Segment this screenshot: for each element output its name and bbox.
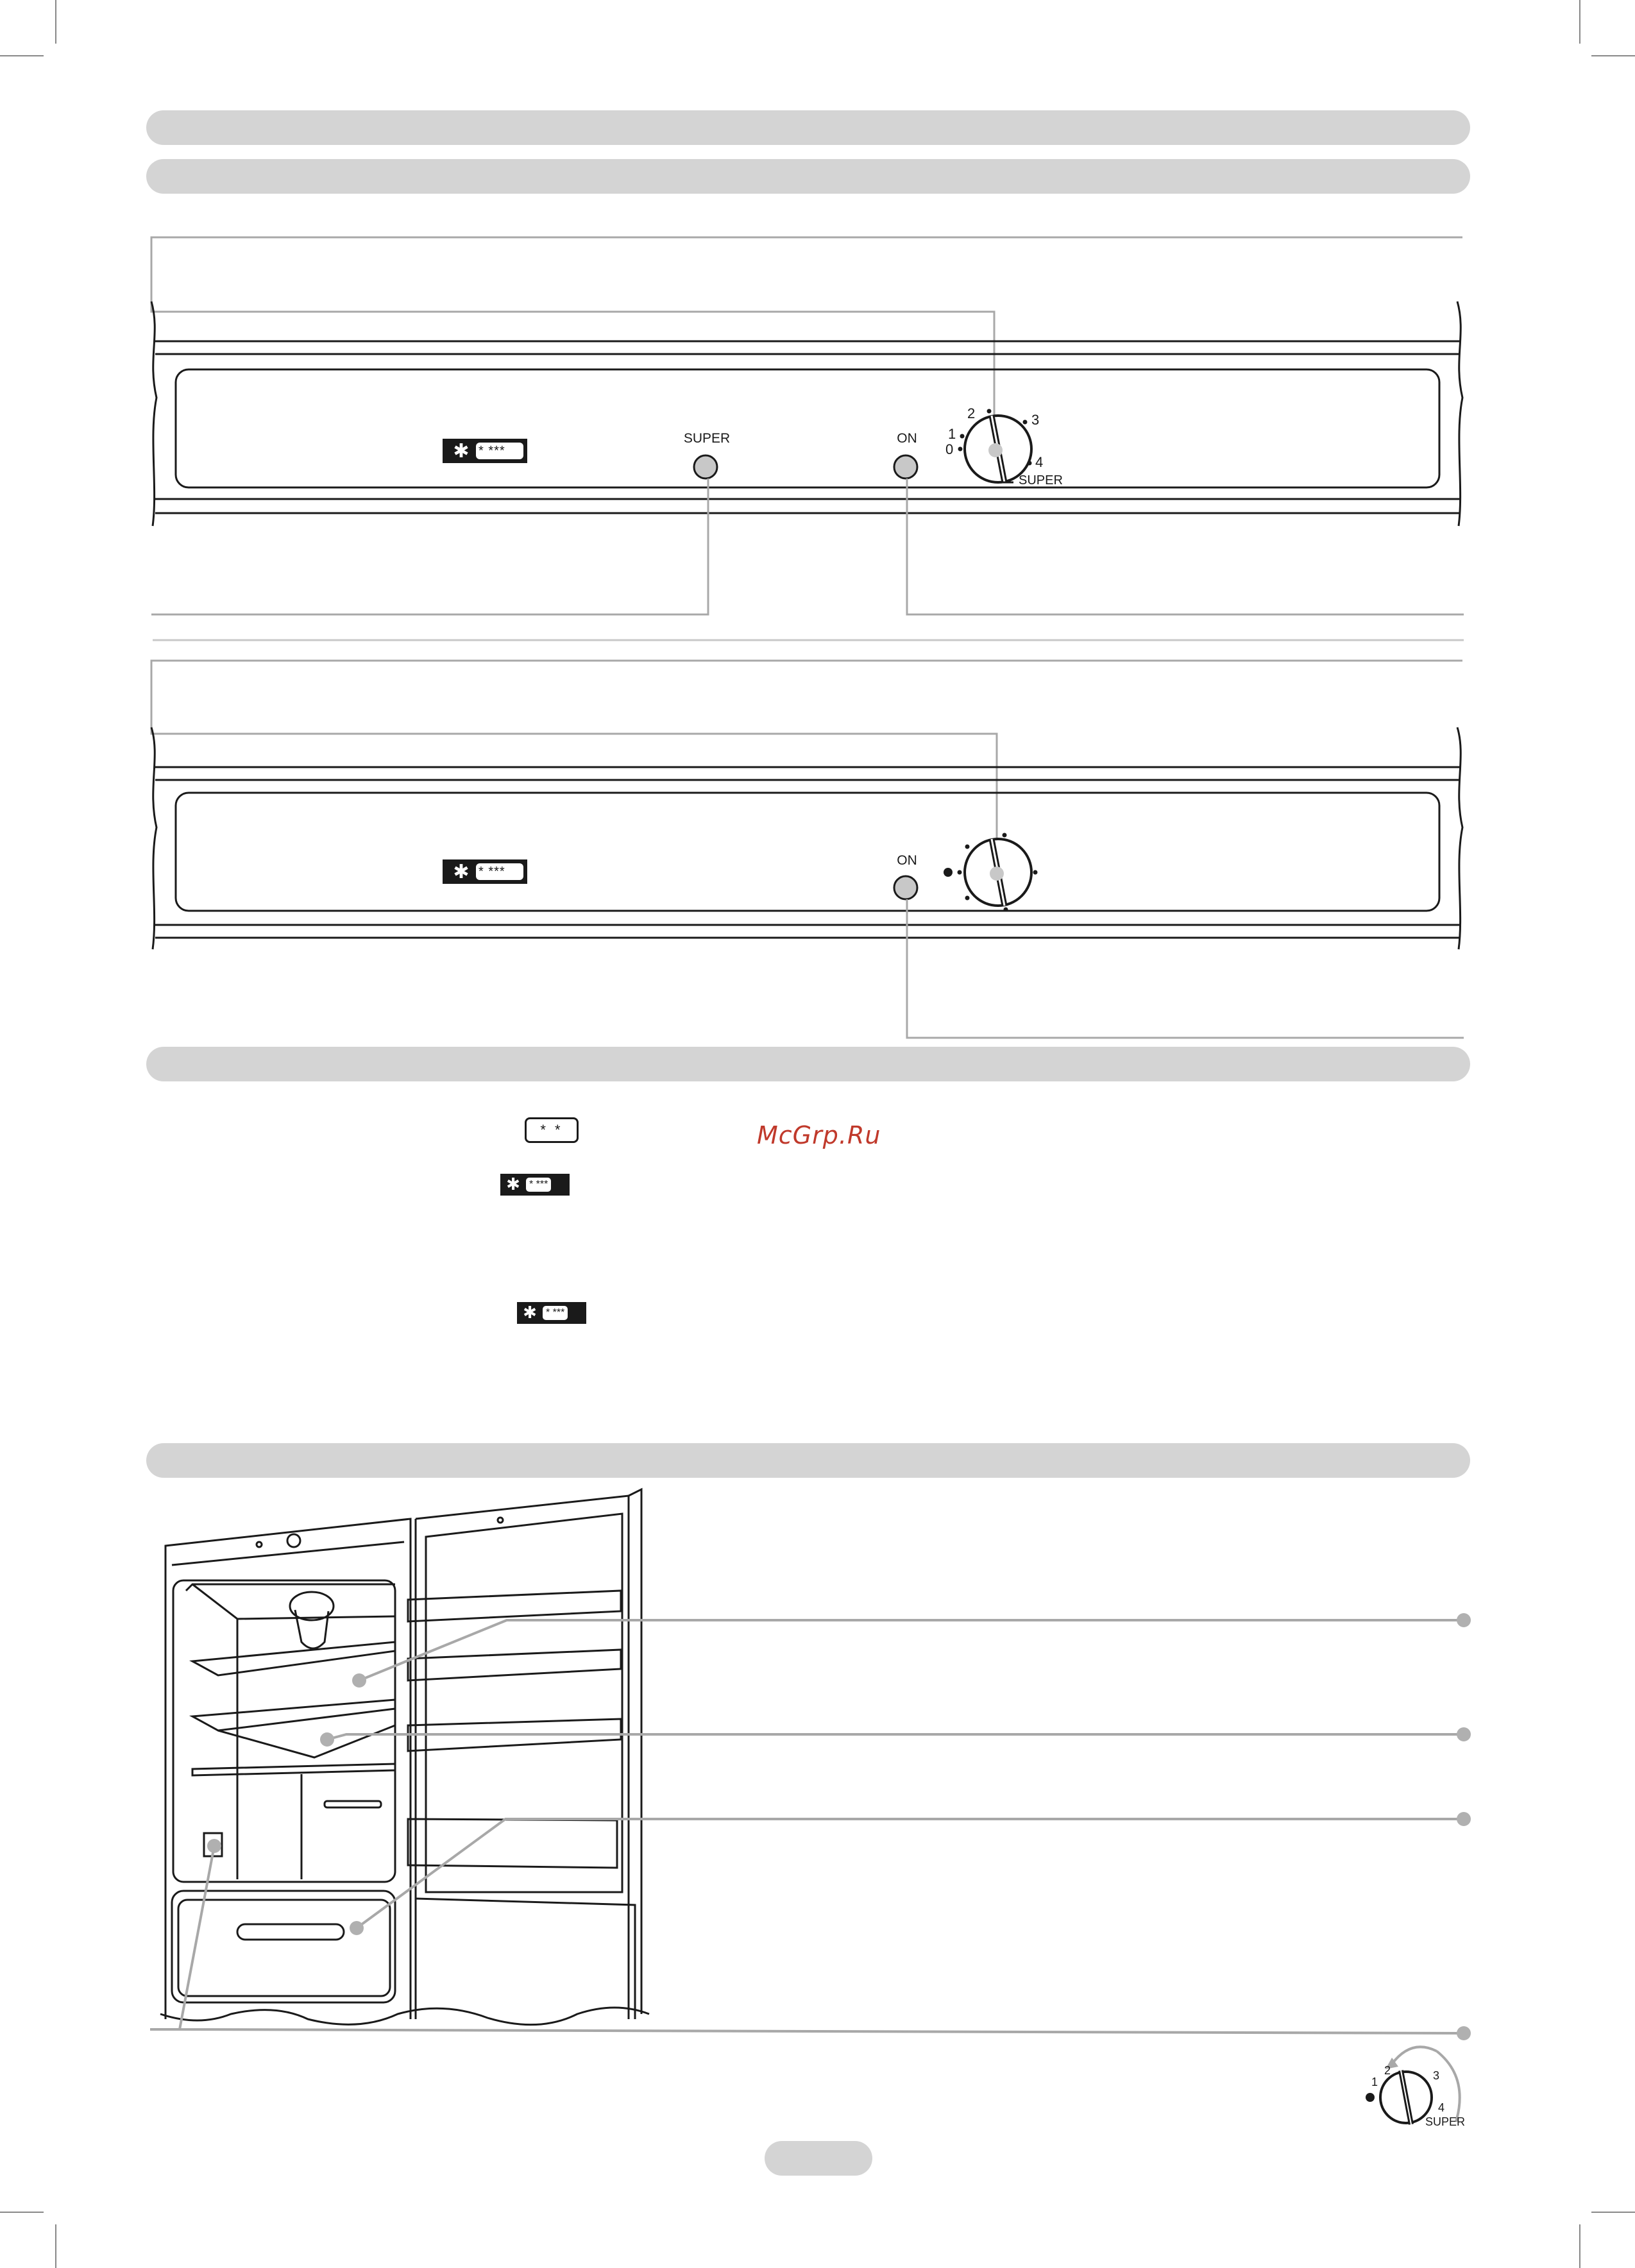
two-star-symbol — [525, 1117, 579, 1143]
two-star-text: * * — [540, 1122, 563, 1138]
small-dial-super-label: SUPER — [1425, 2115, 1466, 2128]
section-bar-2 — [146, 159, 1470, 194]
star-rating-text: * *** — [479, 443, 505, 458]
crop-mark — [0, 2212, 44, 2213]
small-dial-mark-2: 2 — [1384, 2064, 1391, 2077]
super-button[interactable] — [694, 455, 717, 478]
dial-mark-1: 1 — [948, 426, 956, 442]
small-dial-mark-1: 1 — [1371, 2076, 1378, 2088]
section-bar-1 — [146, 110, 1470, 145]
small-dial-mark-3: 3 — [1433, 2069, 1440, 2082]
four-star-symbol-a — [500, 1174, 570, 1196]
control-panel-bottom — [0, 654, 1635, 1052]
snowflake-icon: ✱ — [453, 860, 470, 883]
crop-mark — [55, 2224, 56, 2268]
dial-mark-3: 3 — [1031, 412, 1040, 428]
thermostat-dial-top[interactable] — [965, 416, 1031, 482]
snowflake-icon: ✱ — [453, 439, 470, 462]
dial-mark-4: 4 — [1035, 454, 1044, 470]
on-indicator-label: ON — [897, 431, 917, 446]
watermark: McGrp.Ru — [757, 1121, 881, 1149]
on-indicator-label: ON — [897, 853, 917, 868]
star-rating-text: * *** — [543, 1306, 568, 1320]
crop-mark — [0, 55, 44, 56]
freezer-symbol-bottom — [446, 861, 523, 883]
dial-super-label: SUPER — [1019, 473, 1063, 487]
crop-mark — [1579, 0, 1580, 44]
section-bar-4 — [146, 1443, 1470, 1478]
star-rating-text: * *** — [479, 864, 505, 879]
dial-mark-2: 2 — [967, 405, 976, 421]
crop-mark — [1591, 55, 1635, 56]
fridge-illustration — [0, 1475, 1635, 2078]
snowflake-icon: ✱ — [506, 1175, 520, 1194]
crop-mark — [1591, 2212, 1635, 2213]
dial-mark-0: 0 — [945, 441, 954, 457]
section-bar-3 — [146, 1047, 1470, 1081]
on-indicator — [894, 455, 917, 478]
thermostat-dial-bottom[interactable] — [965, 839, 1031, 906]
super-button-label: SUPER — [683, 431, 731, 446]
snowflake-icon: ✱ — [523, 1303, 537, 1323]
page-number-pill — [765, 2141, 872, 2176]
crop-mark — [1579, 2224, 1580, 2268]
star-rating-text: * *** — [526, 1178, 551, 1192]
control-panel-top — [0, 231, 1635, 654]
small-dial-mark-4: 4 — [1438, 2101, 1445, 2114]
freezer-symbol-top — [446, 440, 523, 462]
crop-mark — [55, 0, 56, 44]
four-star-symbol-b — [517, 1302, 586, 1324]
